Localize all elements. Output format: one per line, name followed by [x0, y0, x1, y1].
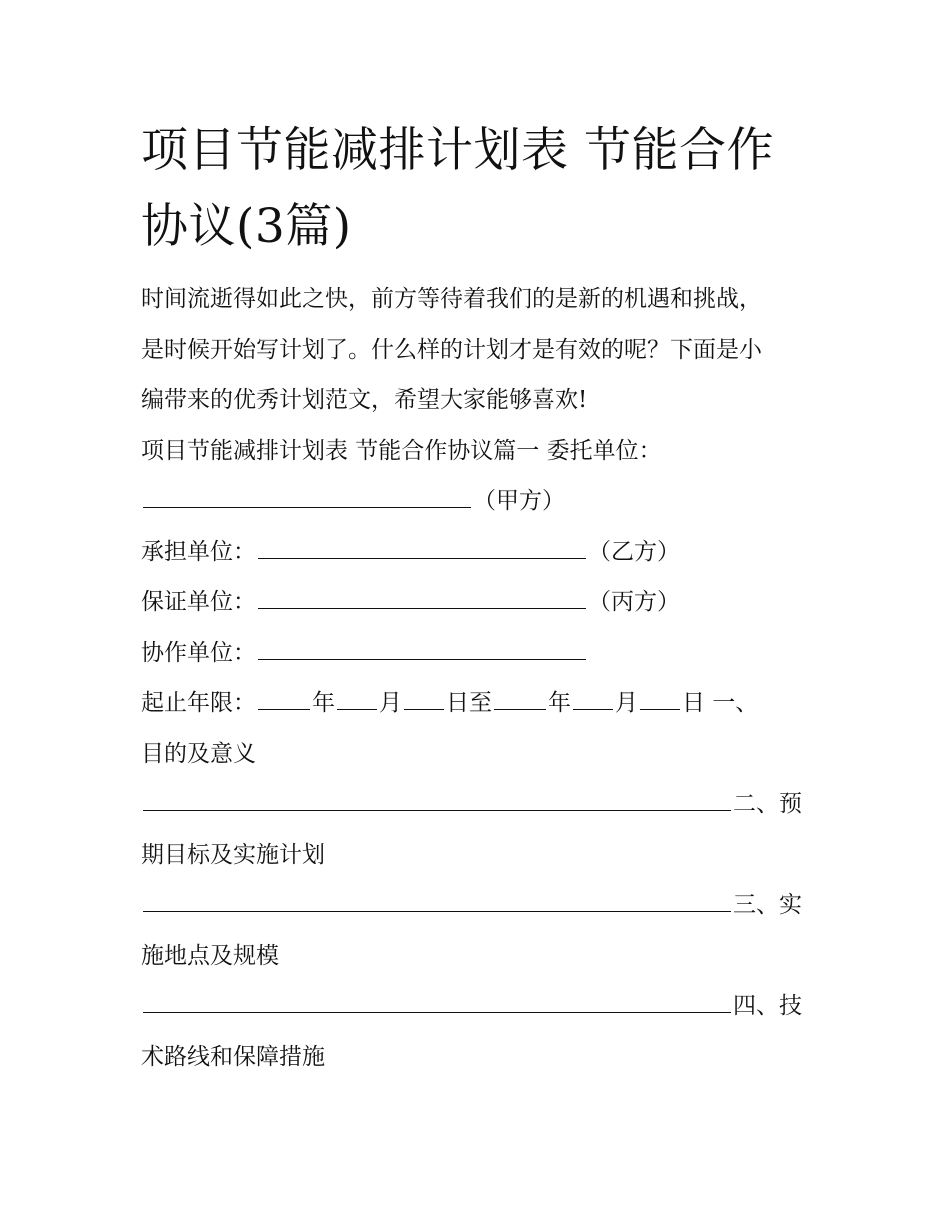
party-a-suffix: （甲方）: [473, 488, 565, 514]
cooperator-label: 协作单位：: [141, 639, 256, 666]
undertaker-line: [141, 527, 821, 578]
item3-blank-line: [141, 981, 821, 1032]
document-title: 项目节能减排计划表 节能合作协议(3篇): [141, 123, 774, 254]
undertaker-label: 承担单位：: [141, 538, 256, 565]
item4-title: 术路线和保障措施: [141, 1043, 325, 1070]
period-line: [141, 678, 821, 729]
item1-blank-line: [141, 779, 821, 830]
document-body: [141, 274, 821, 1082]
end-day-blank: [640, 679, 680, 710]
intro-line-2: 是时候开始写计划了。什么样的计划才是有效的呢？下面是小: [141, 336, 762, 363]
start-year-blank: [258, 679, 310, 710]
end-year-blank: [494, 679, 546, 710]
cooperator-blank: [258, 629, 586, 660]
section-heading: 项目节能减排计划表 节能合作协议篇一 委托单位：: [141, 437, 662, 464]
end-month-blank: [573, 679, 613, 710]
party-a-line: [141, 476, 821, 527]
item4-marker: 四、技: [733, 993, 802, 1019]
item1-title: 目的及意义: [141, 740, 256, 767]
start-day-blank: [404, 679, 444, 710]
start-month-blank: [337, 679, 377, 710]
cooperator-line: [141, 628, 821, 679]
intro-line-3: 编带来的优秀计划范文，希望大家能够喜欢!: [141, 387, 588, 413]
day-to-label: 日至: [446, 690, 492, 716]
item2-blank: [143, 881, 731, 912]
day-end-label: 日 一、: [682, 690, 759, 716]
month-label-start: 月: [379, 690, 402, 716]
party-c-suffix: （丙方）: [588, 589, 680, 615]
party-a-blank: [143, 477, 471, 508]
item2-blank-line: [141, 880, 821, 931]
item2-marker: 二、预: [733, 791, 802, 817]
party-b-suffix: （乙方）: [588, 538, 680, 565]
undertaker-blank: [258, 528, 586, 559]
item3-blank: [143, 982, 731, 1013]
guarantor-blank: [258, 578, 586, 609]
guarantor-line: [141, 577, 821, 628]
year-label-end: 年: [548, 690, 571, 716]
period-label: 起止年限：: [141, 690, 256, 716]
item2-title: 期目标及实施计划: [141, 841, 325, 868]
intro-line-1: 时间流逝得如此之快，前方等待着我们的是新的机遇和挑战，: [141, 286, 762, 312]
guarantor-label: 保证单位：: [141, 589, 256, 615]
month-label-end: 月: [615, 690, 638, 716]
year-label-start: 年: [312, 690, 335, 716]
item1-blank: [143, 780, 731, 811]
item3-title: 施地点及规模: [141, 942, 279, 969]
item3-marker: 三、实: [733, 892, 802, 918]
